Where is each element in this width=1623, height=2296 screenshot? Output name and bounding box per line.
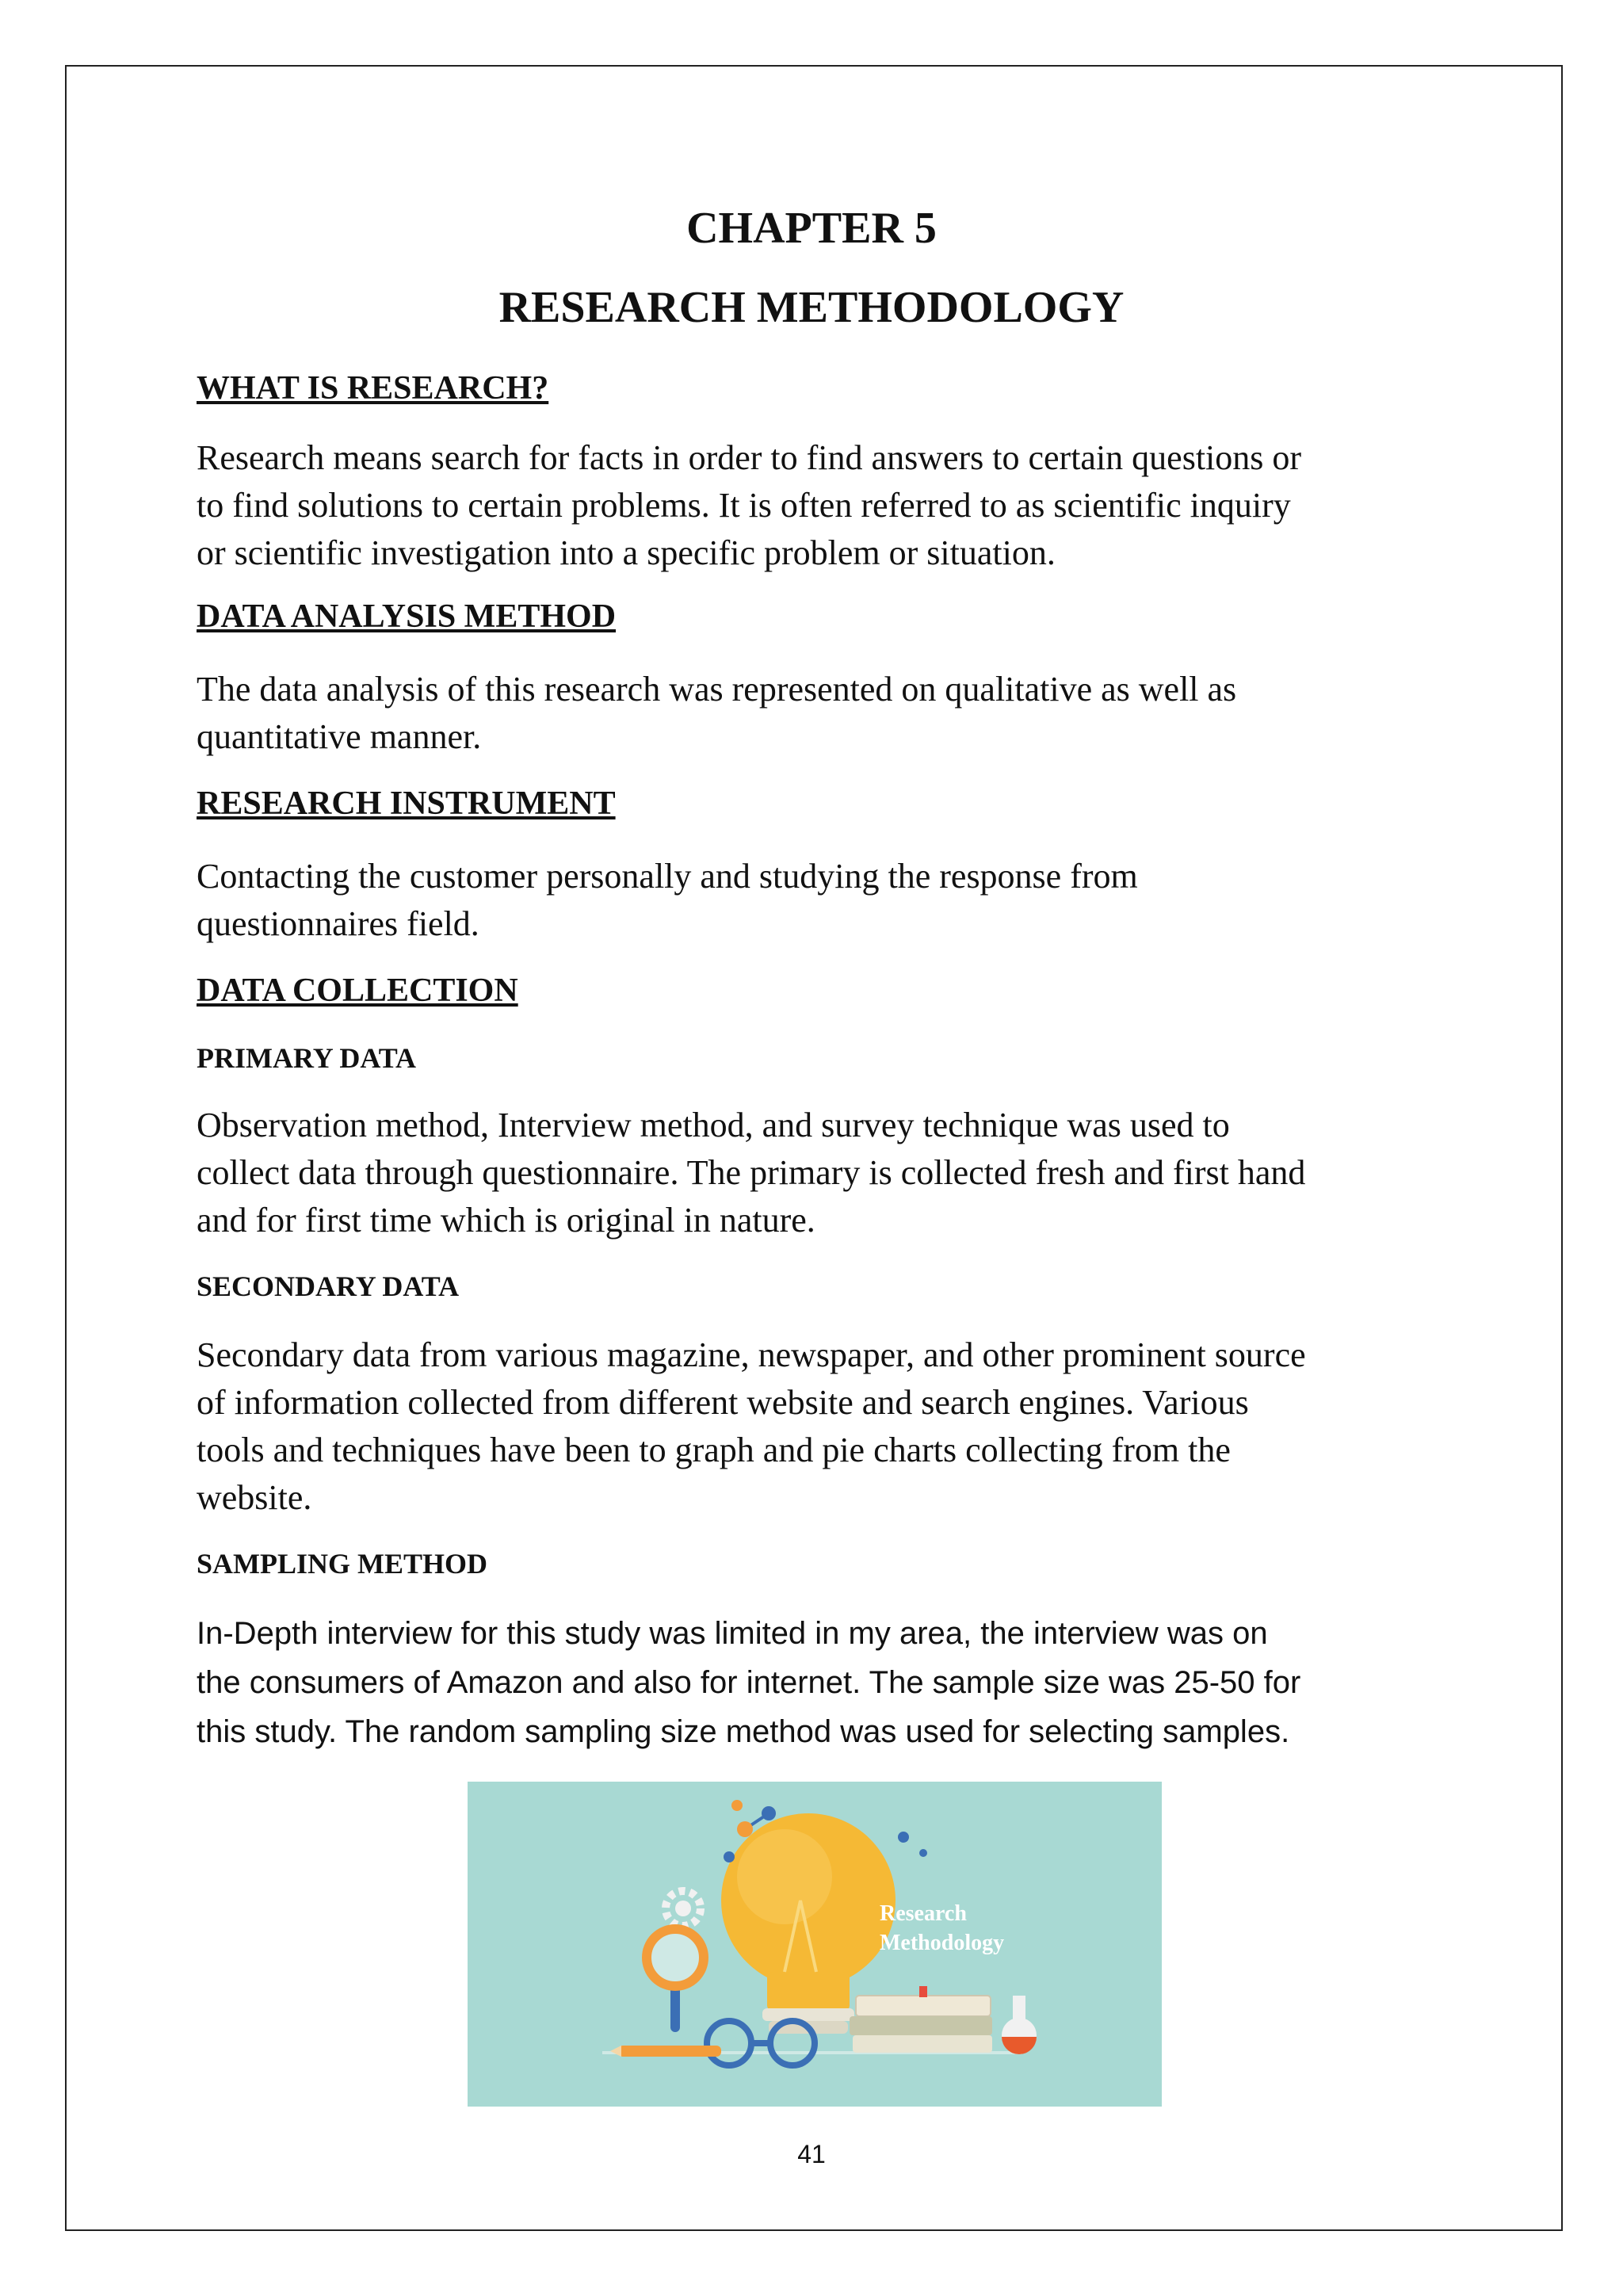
- text-line: the consumers of Amazon and also for internet. The sample size was 25-50 for: [197, 1665, 1301, 1700]
- heading-research-instrument: RESEARCH INSTRUMENT: [197, 785, 616, 822]
- paragraph-research-instrument: [197, 853, 1433, 948]
- page-number: 41: [797, 2140, 826, 2168]
- illustration-title-line1: Research: [880, 1901, 967, 1926]
- illustration-title-line2: Methodology: [880, 1931, 1005, 1955]
- text-line: Secondary data from various magazine, newspaper, and other prominent source: [197, 1335, 1306, 1374]
- paragraph-primary-data: [197, 1102, 1433, 1244]
- heading-data-analysis: DATA ANALYSIS METHOD: [197, 598, 617, 635]
- heading-data-collection: DATA COLLECTION: [197, 972, 518, 1009]
- research-methodology-illustration: [468, 1782, 1162, 2107]
- heading-what-is-research: WHAT IS RESEARCH?: [197, 370, 549, 407]
- text-line: questionnaires field.: [197, 904, 479, 943]
- text-line: and for first time which is original in nature.: [197, 1201, 815, 1240]
- paragraph-secondary-data: [197, 1331, 1433, 1522]
- paragraph-data-analysis: [197, 666, 1433, 761]
- books-icon: [850, 1986, 992, 2053]
- text-line: collect data through questionnaire. The primary is collected fresh and first hand: [197, 1153, 1306, 1192]
- text-line: quantitative manner.: [197, 717, 482, 756]
- pencil-icon: [610, 2046, 721, 2057]
- text-line: Research means search for facts in order to find answers to certain questions or: [197, 438, 1302, 477]
- heading-primary-data: PRIMARY DATA: [197, 1042, 417, 1074]
- text-line: or scientific investigation into a specific problem or situation.: [197, 533, 1056, 572]
- heading-secondary-data: SECONDARY DATA: [197, 1270, 460, 1302]
- paragraph-what-is-research: [197, 434, 1433, 577]
- text-line: Observation method, Interview method, and survey technique was used to: [197, 1106, 1230, 1144]
- text-line: The data analysis of this research was represented on qualitative as well as: [197, 670, 1237, 709]
- text-line: tools and techniques have been to graph and pie charts collecting from the: [197, 1431, 1231, 1469]
- text-line: this study. The random sampling size method was used for selecting samples.: [197, 1714, 1290, 1749]
- text-line: to find solutions to certain problems. It is often referred to as scientific inquiry: [197, 486, 1291, 525]
- chapter-number: CHAPTER 5: [686, 204, 937, 253]
- paragraph-sampling-method: [197, 1609, 1449, 1756]
- heading-sampling-method: SAMPLING METHOD: [197, 1548, 488, 1580]
- chapter-title: RESEARCH METHODOLOGY: [498, 283, 1125, 332]
- text-line: website.: [197, 1478, 312, 1517]
- text-line: Contacting the customer personally and studying the response from: [197, 857, 1138, 896]
- text-line: In-Depth interview for this study was limited in my area, the interview was on: [197, 1616, 1268, 1651]
- text-line: of information collected from different website and search engines. Various: [197, 1383, 1249, 1422]
